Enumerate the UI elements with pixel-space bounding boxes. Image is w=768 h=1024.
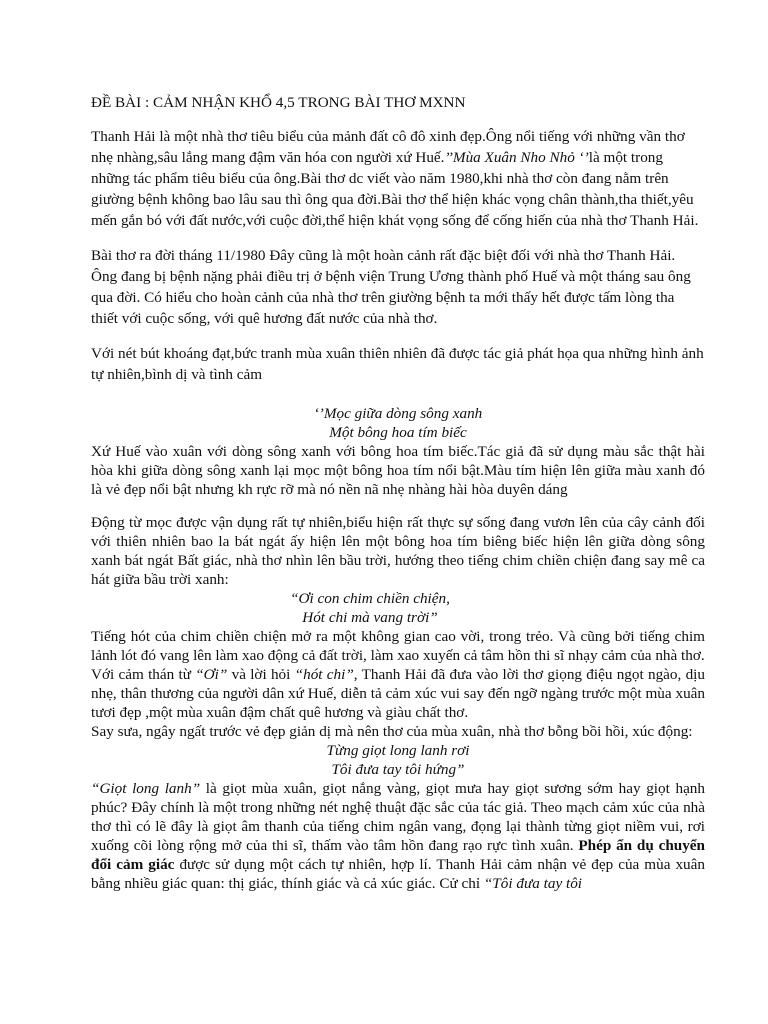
paragraph-exclamation: [91, 665, 705, 722]
paragraph-intro: [91, 126, 705, 231]
verse-2-line-2: Hót chi mà vang trời”: [302, 609, 438, 626]
excl-text-c: và lời hỏi: [227, 666, 295, 683]
paragraph-metaphor: [91, 779, 705, 893]
metaphor-text-d: được sử dụng một cách tự nhiên, hợp lí. Thanh Hải cảm nhận vẻ đẹp của mùa xuân bằng nhiều giác quan: thị giác, thính giác và cả xúc giác. Cử chỉ: [91, 856, 705, 892]
metaphor-text-b: là giọt mùa xuân, giọt nắng vàng, giọt mưa hay giọt sương sớm hay giọt hạnh phúc? Đây chính là một trong những nét nghệ thuật đặc sắc của tác giả. Theo mạch cảm xúc của nhà thơ thì có lẽ đây là giọt âm thanh của tiếng chim ngân vang, đọng lại thành từng giọt niềm vui, rơi xuống cõi lòng rộng mở của thi sĩ, thấm vào tâm hồn đang rạo rực tình xuân.: [91, 780, 705, 854]
paragraph-verb: Động từ mọc được vận dụng rất tự nhiên,biểu hiện rất thực sự sống đang vươn lên của cây cảnh đối với thiên nhiên bao la bát ngát ấy hiện lên một bông hoa tím biêng biếc hiện lên giữa dòng sông xanh bát ngát Bất giác, nhà thơ nhìn lên bầu trời, hướng theo tiếng chim chiền chiện đang say mê ca hát giữa bầu trời xanh:: [91, 514, 705, 588]
verse-3-line-1: Từng giọt long lanh rơi: [326, 742, 470, 759]
page-title: ĐỀ BÀI : CẢM NHẬN KHỔ 4,5 TRONG BÀI THƠ MXNN: [91, 94, 466, 111]
excl-text-a: Với cảm thán từ: [91, 666, 196, 683]
intro-text-a: Thanh Hải là một nhà thơ tiêu biểu của mảnh đất cô đô xinh đẹp.Ông nổi tiếng với những vần thơ nhẹ nhàng,sâu lắng mang đậm văn hóa con người xứ Huế.: [91, 128, 685, 166]
poem-title: ’’Mùa Xuân Nho Nhỏ ‘’: [444, 149, 589, 166]
metaphor-quote-end: “Tôi đưa tay tôi: [483, 875, 583, 892]
paragraph-color: Xứ Huế vào xuân với dòng sông xanh với bông hoa tím biếc.Tác giả đã sử dụng màu sắc thật hài hòa khi giữa dòng sông xanh lại mọc một bông hoa tím nổi bật.Màu tím hiện lên giữa màu xanh đó là vẻ đẹp nổi bật nhưng kh rực rỡ mà nó nền nã nhẹ nhàng hài hòa duyên dáng: [91, 443, 705, 498]
verse-2-line-1: “Ơi con chim chiền chiện,: [290, 590, 450, 607]
paragraph-gap: [91, 499, 705, 513]
verse-3-line-2: Tôi đưa tay tôi hứng”: [331, 761, 465, 778]
verse-1-line-2: Một bông hoa tím biếc: [329, 424, 467, 441]
intro-text-c: là một trong những tác phẩm tiêu biểu của ông.Bài thơ dc viết vào năm 1980,khi nhà thơ còn đang nằm trên giường bệnh không bao lâu sau thì ông qua đời.Bài thơ thể hiện khác vọng chân thành,tha thiết,yêu mến gắn bó với đất nước,với cuộc đời,thể hiện khát vọng sống để cống hiến của nhà thơ Thanh Hải.: [91, 149, 699, 229]
metaphor-quote: “Giọt long lanh”: [91, 780, 201, 797]
paragraph-emotion: Say sưa, ngây ngất trước vẻ đẹp giản dị mà nên thơ của mùa xuân, nhà thơ bỗng bồi hồi, xúc động:: [91, 723, 693, 740]
excl-quote-oi: “Ơi”: [195, 666, 228, 683]
paragraph-birdsong: Tiếng hót của chim chiền chiện mở ra một không gian cao vời, trong trẻo. Và cũng bởi tiếng chim lảnh lót đó vang lên làm xao động cả đất trời, làm xao xuyến cả tâm hồn thi sĩ nhạy cảm của nhà thơ.: [91, 628, 705, 664]
paragraph-theme: Với nét bút khoáng đạt,bức tranh mùa xuân thiên nhiên đã được tác giả phát họa qua những hình ảnh tự nhiên,bình dị và tình cảm: [91, 345, 704, 383]
metaphor-bold-term: Phép ẩn dụ chuyển đổi cảm giác: [91, 837, 705, 873]
excl-text-e: , Thanh Hải đã đưa vào lời thơ giọng điệu ngọt ngào, dịu nhẹ, thân thương của người dân xứ Huế, diễn tả cảm xúc vui say đến ngỡ ngàng trước một mùa xuân tươi đẹp ,một mùa xuân đậm chất quê hương và giàu chất thơ.: [91, 666, 705, 721]
excl-quote-hot-chi: “hót chi”: [294, 666, 354, 683]
paragraph-context: Bài thơ ra đời tháng 11/1980 Đây cũng là một hoàn cảnh rất đặc biệt đối với nhà thơ Thanh Hải. Ông đang bị bệnh nặng phải điều trị ở bệnh viện Trung Ương thành phố Huế và một tháng sau ông qua đời. Có hiểu cho hoàn cảnh của nhà thơ trên giường bệnh ta mới thấy hết được tấm lòng tha thiết với cuộc sống, với quê hương đất nước của nhà thơ.: [91, 247, 691, 327]
verse-1-line-1: ‘’Mọc giữa dòng sông xanh: [313, 405, 483, 422]
